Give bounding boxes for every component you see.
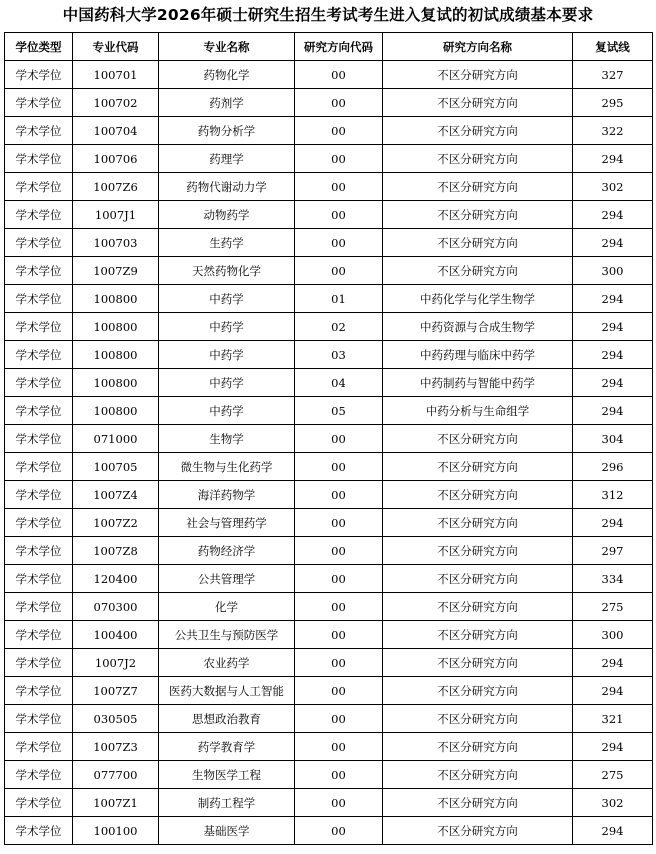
cell-major-name: 药剂学 [159,89,295,117]
cell-cutoff-score: 334 [573,565,653,593]
table-row [5,817,653,845]
table-row [5,621,653,649]
cell-degree-type: 学术学位 [5,705,73,733]
cell-degree-type: 学术学位 [5,789,73,817]
cell-direction-code: 00 [295,649,383,677]
cell-direction-name: 中药化学与化学生物学 [383,285,573,313]
cell-major-code: 100400 [73,621,159,649]
cell-direction-name: 不区分研究方向 [383,201,573,229]
cell-degree-type: 学术学位 [5,733,73,761]
cell-cutoff-score: 327 [573,61,653,89]
cell-cutoff-score: 294 [573,201,653,229]
cell-cutoff-score: 294 [573,649,653,677]
cell-degree-type: 学术学位 [5,453,73,481]
cell-direction-code: 00 [295,89,383,117]
cell-major-code: 100703 [73,229,159,257]
cell-cutoff-score: 294 [573,341,653,369]
cell-direction-code: 03 [295,341,383,369]
cell-major-code: 1007Z8 [73,537,159,565]
cell-cutoff-score: 294 [573,733,653,761]
cell-direction-code: 00 [295,677,383,705]
column-header-degree-type: 学位类型 [5,33,73,61]
cell-cutoff-score: 304 [573,425,653,453]
cell-major-code: 100100 [73,817,159,845]
cell-direction-name: 不区分研究方向 [383,537,573,565]
column-header-cutoff-score: 复试线 [573,33,653,61]
cell-cutoff-score: 275 [573,761,653,789]
cell-degree-type: 学术学位 [5,313,73,341]
cell-degree-type: 学术学位 [5,257,73,285]
cell-direction-name: 不区分研究方向 [383,649,573,677]
column-header-major-name: 专业名称 [159,33,295,61]
cell-major-name: 药物化学 [159,61,295,89]
cell-cutoff-score: 294 [573,509,653,537]
cell-direction-code: 00 [295,481,383,509]
cell-direction-name: 不区分研究方向 [383,89,573,117]
cell-degree-type: 学术学位 [5,649,73,677]
cell-major-code: 100705 [73,453,159,481]
cell-major-name: 基础医学 [159,817,295,845]
table-row [5,201,653,229]
table-row [5,453,653,481]
cell-direction-code: 00 [295,593,383,621]
cell-degree-type: 学术学位 [5,621,73,649]
cell-major-code: 1007J2 [73,649,159,677]
table-row [5,145,653,173]
cell-direction-code: 00 [295,117,383,145]
cell-major-name: 药物经济学 [159,537,295,565]
cell-degree-type: 学术学位 [5,425,73,453]
cell-direction-name: 不区分研究方向 [383,173,573,201]
table-row [5,481,653,509]
table-row [5,117,653,145]
cell-major-name: 公共管理学 [159,565,295,593]
cell-cutoff-score: 297 [573,537,653,565]
cell-degree-type: 学术学位 [5,761,73,789]
cell-cutoff-score: 294 [573,369,653,397]
cell-major-code: 100800 [73,369,159,397]
cell-direction-name: 不区分研究方向 [383,509,573,537]
cell-direction-code: 00 [295,201,383,229]
cell-major-name: 医药大数据与人工智能 [159,677,295,705]
cell-major-name: 中药学 [159,397,295,425]
cell-major-name: 动物药学 [159,201,295,229]
cell-major-name: 药理学 [159,145,295,173]
cell-major-code: 1007Z1 [73,789,159,817]
table-row [5,313,653,341]
cell-degree-type: 学术学位 [5,145,73,173]
cell-major-code: 100800 [73,397,159,425]
cell-direction-name: 不区分研究方向 [383,257,573,285]
cell-major-name: 制药工程学 [159,789,295,817]
page-title: 中国药科大学2026年硕士研究生招生考试考生进入复试的初试成绩基本要求 [62,6,594,24]
cell-major-name: 公共卫生与预防医学 [159,621,295,649]
cell-major-name: 药物分析学 [159,117,295,145]
cell-major-code: 077700 [73,761,159,789]
cell-major-name: 中药学 [159,285,295,313]
cell-degree-type: 学术学位 [5,369,73,397]
cell-degree-type: 学术学位 [5,817,73,845]
table-row [5,369,653,397]
cell-cutoff-score: 322 [573,117,653,145]
cell-major-code: 071000 [73,425,159,453]
cell-degree-type: 学术学位 [5,677,73,705]
cell-major-code: 100800 [73,341,159,369]
cell-major-name: 生物医学工程 [159,761,295,789]
cell-major-code: 100702 [73,89,159,117]
cell-cutoff-score: 294 [573,313,653,341]
table-row [5,789,653,817]
cell-degree-type: 学术学位 [5,285,73,313]
cell-major-code: 1007Z3 [73,733,159,761]
cell-direction-code: 05 [295,397,383,425]
cell-degree-type: 学术学位 [5,509,73,537]
table-row [5,285,653,313]
cell-degree-type: 学术学位 [5,341,73,369]
cell-direction-name: 中药药理与临床中药学 [383,341,573,369]
cell-direction-name: 不区分研究方向 [383,145,573,173]
cell-direction-code: 00 [295,621,383,649]
cell-degree-type: 学术学位 [5,61,73,89]
cell-direction-name: 中药制药与智能中药学 [383,369,573,397]
cell-direction-code: 00 [295,257,383,285]
table-row [5,257,653,285]
cell-major-name: 药学教育学 [159,733,295,761]
cell-cutoff-score: 295 [573,89,653,117]
cell-cutoff-score: 302 [573,789,653,817]
cell-major-code: 100800 [73,313,159,341]
column-header-direction-name: 研究方向名称 [383,33,573,61]
cell-direction-name: 不区分研究方向 [383,733,573,761]
cell-cutoff-score: 312 [573,481,653,509]
cell-direction-code: 00 [295,705,383,733]
cell-major-code: 1007J1 [73,201,159,229]
cell-major-code: 070300 [73,593,159,621]
cell-cutoff-score: 294 [573,285,653,313]
cell-direction-name: 不区分研究方向 [383,817,573,845]
cell-direction-code: 01 [295,285,383,313]
cell-direction-code: 00 [295,733,383,761]
cell-degree-type: 学术学位 [5,173,73,201]
cell-major-name: 天然药物化学 [159,257,295,285]
cell-direction-code: 00 [295,789,383,817]
cell-direction-code: 00 [295,229,383,257]
cell-major-code: 1007Z6 [73,173,159,201]
cell-major-code: 100706 [73,145,159,173]
cell-direction-code: 00 [295,173,383,201]
cell-cutoff-score: 302 [573,173,653,201]
cell-direction-name: 不区分研究方向 [383,593,573,621]
cell-degree-type: 学术学位 [5,565,73,593]
table-row [5,733,653,761]
cell-major-name: 药物代谢动力学 [159,173,295,201]
cell-cutoff-score: 321 [573,705,653,733]
column-header-direction-code: 研究方向代码 [295,33,383,61]
cell-cutoff-score: 294 [573,229,653,257]
cell-direction-name: 不区分研究方向 [383,621,573,649]
cell-direction-code: 00 [295,817,383,845]
cell-direction-name: 不区分研究方向 [383,117,573,145]
table-row [5,705,653,733]
cell-direction-code: 00 [295,145,383,173]
table-row [5,537,653,565]
cell-major-name: 化学 [159,593,295,621]
cell-major-name: 中药学 [159,313,295,341]
cell-direction-name: 不区分研究方向 [383,61,573,89]
table-row [5,341,653,369]
cell-direction-name: 不区分研究方向 [383,229,573,257]
cell-major-name: 生物学 [159,425,295,453]
cell-direction-name: 中药分析与生命组学 [383,397,573,425]
cell-major-name: 中药学 [159,341,295,369]
cell-major-code: 030505 [73,705,159,733]
table-row [5,565,653,593]
cell-direction-code: 00 [295,425,383,453]
table-header-row [5,33,653,61]
cell-direction-code: 00 [295,761,383,789]
cell-direction-name: 不区分研究方向 [383,677,573,705]
cell-cutoff-score: 294 [573,397,653,425]
cell-direction-name: 中药资源与合成生物学 [383,313,573,341]
cell-cutoff-score: 275 [573,593,653,621]
cell-degree-type: 学术学位 [5,229,73,257]
cell-degree-type: 学术学位 [5,397,73,425]
cell-major-name: 生药学 [159,229,295,257]
cell-major-code: 1007Z7 [73,677,159,705]
cell-direction-name: 不区分研究方向 [383,425,573,453]
cell-major-name: 中药学 [159,369,295,397]
cell-major-name: 思想政治教育 [159,705,295,733]
cell-direction-name: 不区分研究方向 [383,481,573,509]
table-row [5,89,653,117]
cell-cutoff-score: 300 [573,257,653,285]
cell-direction-name: 不区分研究方向 [383,705,573,733]
table-row [5,425,653,453]
cell-cutoff-score: 294 [573,817,653,845]
table-row [5,649,653,677]
cell-direction-code: 00 [295,453,383,481]
cell-degree-type: 学术学位 [5,89,73,117]
cell-major-name: 社会与管理药学 [159,509,295,537]
cell-major-code: 100800 [73,285,159,313]
cell-direction-code: 00 [295,565,383,593]
table-row [5,61,653,89]
table-row [5,229,653,257]
score-table [4,32,653,845]
table-row [5,677,653,705]
table-row [5,397,653,425]
cell-direction-code: 00 [295,509,383,537]
column-header-major-code: 专业代码 [73,33,159,61]
table-row [5,509,653,537]
table-row [5,593,653,621]
cell-direction-name: 不区分研究方向 [383,453,573,481]
table-row [5,761,653,789]
cell-major-code: 100704 [73,117,159,145]
cell-cutoff-score: 294 [573,145,653,173]
cell-major-code: 1007Z4 [73,481,159,509]
cell-degree-type: 学术学位 [5,117,73,145]
cell-direction-name: 不区分研究方向 [383,789,573,817]
cell-cutoff-score: 300 [573,621,653,649]
cell-major-code: 100701 [73,61,159,89]
cell-direction-code: 00 [295,61,383,89]
cell-major-name: 海洋药物学 [159,481,295,509]
cell-direction-name: 不区分研究方向 [383,761,573,789]
cell-major-name: 农业药学 [159,649,295,677]
cell-degree-type: 学术学位 [5,537,73,565]
table-row [5,173,653,201]
cell-major-code: 120400 [73,565,159,593]
cell-direction-code: 02 [295,313,383,341]
cell-major-code: 1007Z9 [73,257,159,285]
cell-cutoff-score: 296 [573,453,653,481]
table-body [5,61,653,845]
cell-degree-type: 学术学位 [5,201,73,229]
cell-direction-code: 00 [295,537,383,565]
cell-direction-code: 04 [295,369,383,397]
cell-degree-type: 学术学位 [5,481,73,509]
cell-direction-name: 不区分研究方向 [383,565,573,593]
cell-major-name: 微生物与生化药学 [159,453,295,481]
cell-cutoff-score: 294 [573,677,653,705]
cell-degree-type: 学术学位 [5,593,73,621]
cell-major-code: 1007Z2 [73,509,159,537]
